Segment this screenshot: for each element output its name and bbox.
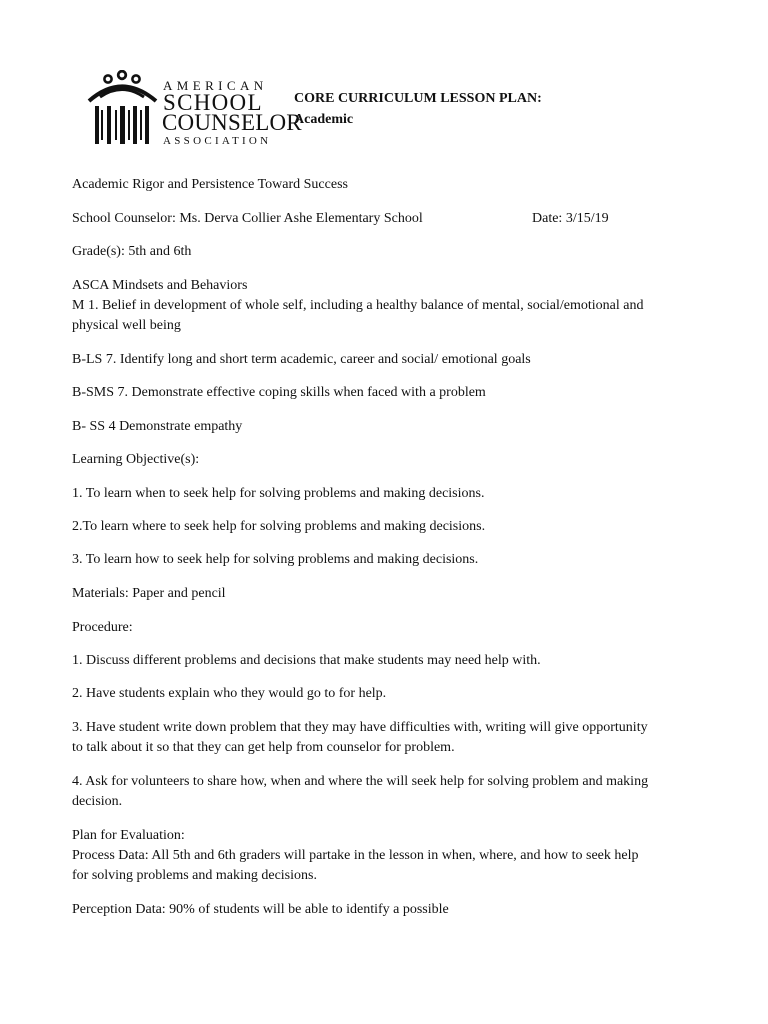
behavior-bsms7: B-SMS 7. Demonstrate effective coping skills when faced with a problem	[72, 385, 486, 400]
procedure-step-4-line1: 4. Ask for volunteers to share how, when and where the will seek help for solving problem and making	[72, 774, 649, 789]
grades-line: Grade(s): 5th and 6th	[72, 244, 192, 259]
asca-logo	[84, 70, 302, 150]
lesson-date: Date: 3/15/19	[532, 211, 609, 226]
procedure-step-2: 2. Have students explain who they would go to for help.	[72, 686, 387, 701]
counselor-line: School Counselor: Ms. Derva Collier Ashe Elementary School	[72, 211, 423, 226]
logo-line-american: AMERICAN	[163, 78, 268, 93]
objective-1: 1. To learn when to seek help for solving problems and making decisions.	[72, 486, 485, 501]
mindsets-heading: ASCA Mindsets and Behaviors	[72, 278, 248, 293]
logo-line-school: SCHOOL	[163, 90, 263, 115]
mindset-m1-line1: M 1. Belief in development of whole self, including a healthy balance of mental, social/emotional and	[72, 298, 644, 313]
evaluation-heading: Plan for Evaluation:	[72, 828, 185, 843]
process-data-line2: for solving problems and making decisions.	[72, 868, 317, 883]
logo-line-association: ASSOCIATION	[163, 135, 272, 147]
process-data-line1: Process Data: All 5th and 6th graders will partake in the lesson in when, where, and how to seek help	[72, 848, 639, 863]
objective-3: 3. To learn how to seek help for solving problems and making decisions.	[72, 552, 479, 567]
behavior-bls7: B-LS 7. Identify long and short term academic, career and social/ emotional goals	[72, 352, 531, 367]
procedure-step-3-line2: to talk about it so that they can get help from counselor for problem.	[72, 740, 455, 755]
procedure-step-1: 1. Discuss different problems and decisions that make students may need help with.	[72, 653, 541, 668]
procedure-step-3-line1: 3. Have student write down problem that they may have difficulties with, writing will give opportunity	[72, 720, 648, 735]
logo-line-counselor: COUNSELOR	[162, 110, 302, 135]
behavior-bss4: B- SS 4 Demonstrate empathy	[72, 419, 243, 434]
procedure-step-4-line2: decision.	[72, 794, 123, 809]
materials-line: Materials: Paper and pencil	[72, 586, 226, 601]
document-subtitle: Academic	[294, 112, 354, 127]
lesson-topic: Academic Rigor and Persistence Toward Success	[72, 177, 348, 192]
asca-emblem-icon	[84, 70, 164, 150]
objectives-heading: Learning Objective(s):	[72, 452, 200, 467]
perception-data: Perception Data: 90% of students will be able to identify a possible	[72, 902, 449, 917]
procedure-heading: Procedure:	[72, 620, 133, 635]
mindset-m1-line2: physical well being	[72, 318, 181, 333]
document-title: CORE CURRICULUM LESSON PLAN:	[294, 91, 542, 106]
objective-2: 2.To learn where to seek help for solving problems and making decisions.	[72, 519, 486, 534]
